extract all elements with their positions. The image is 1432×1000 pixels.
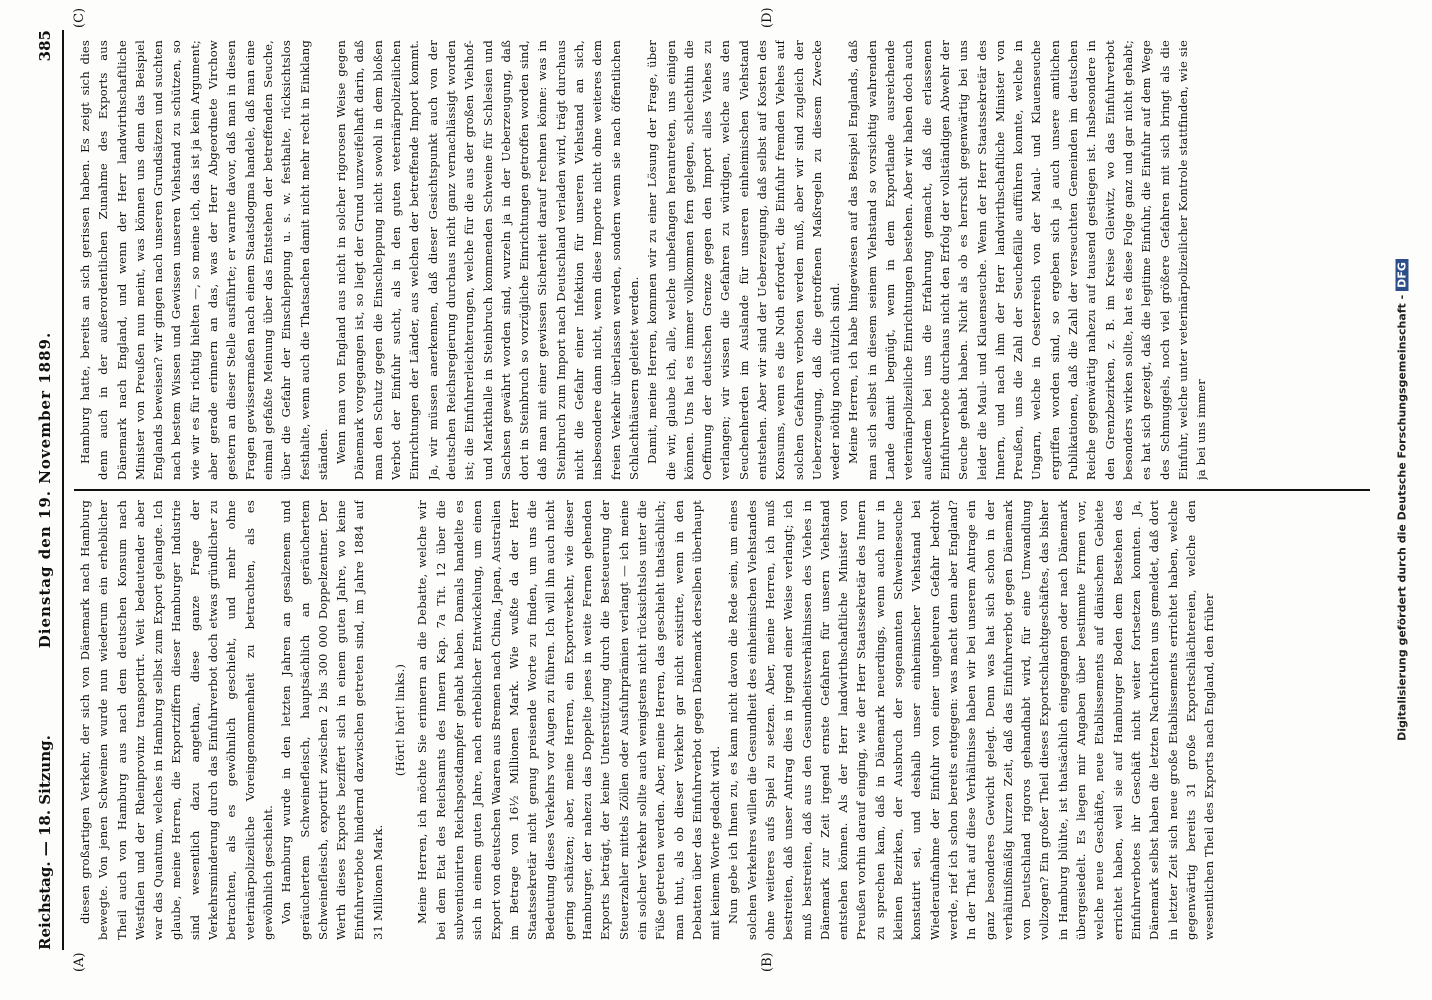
text-column-left: [76, 500, 1374, 940]
column-divider: [74, 489, 1370, 491]
dfg-logo: DFG: [1396, 259, 1409, 291]
header-date: Dienstag den 19. November 1889.: [36, 331, 54, 649]
paragraph: Meine Herren, ich habe hingewiesen auf das Beispiel Englands, daß man sich selbst in diesem seinem Viehstand so vorsichtig wahrenden Lande damit begnügt, wenn in dem Exportlande ausreichende veterinärpolizeiliche Einrichtungen bestehen. Aber wir haben doch auch außerdem bei uns die Erfahrung gemacht, daß die erlassenen Einfuhrverbote durchaus nicht den Erfolg der vollständigen Abwehr der Seuche gehabt haben. Nicht als ob es herrscht gegenwärtig bei uns leider die Maul- und Klauenseuche. Wenn der Herr Staatssekretär des Innern, und nach ihm der Herr landwirthschaftliche Minister von Preußen, uns die Zahl der Seuchefälle aufführen konnte, welche in Ungarn, welche in Oesterreich von der Maul- und Klauenseuche ergriffen worden sind, so ergeben sich ja auch unsere amtlichen Publikationen, daß die Zahl der verseuchten Gemeinden im deutschen Reiche gegenwärtig nahezu auf tausend gestiegen ist. Insbesondere in den Grenzbezirken, z. B. im Kreise Gleiwitz, wo das Einfuhrverbot besonders wirken sollte, hat es diese Folge ganz und gar nicht gehabt; es hat sich gezeigt, daß die legitime Einfuhr, die Einfuhr auf dem Wege des Schmuggels, noch viel größere Gefahren mit sich bringt als die Einfuhr, welche unter veterinärpolizeilicher Kontrole stattfinden, wie sie ja bei uns immer: [846, 40, 1209, 480]
paragraph: Wenn man von England aus nicht in solcher rigorosen Weise gegen Dänemark vorgegangen ist, so liegt der Grund unzweifelhaft darin, daß man den Schutz gegen die Einschleppung nicht sowohl in dem bloßen Verbot der Einfuhr sucht, als in den guten veterinärpolizeilichen Einrichtungen der Länder, aus welchen der betreffende Import kommt. Ja, wir müssen anerkennen, daß dieser Gesichtspunkt auch von der deutschen Reichsregierung durchaus nicht ganz vernachlässigt worden ist; die Einfuhrerleichterungen, welche für die aus der großen Viehhof- und Markthalle in Steinbruch kommenden Schweine für Schlesien und Sachsen gewährt worden sind, wurzeln ja in der Ueberzeugung, daß dort in Steinbruch so vorzügliche Einrichtungen getroffen worden sind, daß man mit einer gewissen Sicherheit darauf rechnen könne: was in Steinbruch zum Import nach Deutschland verladen wird, trägt durchaus nicht die Gefahr einer Infektion für unseren Viehstand an sich, insbesondere dann nicht, wenn diese Importe nicht ohne weiteres dem freien Verkehr überlassen werden, sondern wenn sie nach öffentlichen Schlachthäusern geleitet werden.: [334, 40, 641, 480]
interjection: (Hört! hört! links.): [393, 663, 408, 777]
paragraph: Meine Herren, ich möchte Sie erinnern an die Debatte, welche wir bei dem Etat des Reichsamts des Innern Kap. 7a Tit. 12 über die subventionirten Reichspostdampfer gehabt haben. Damals handelte es sich in einem guten Jahre, nach erheblicher Entwickelung, um einen Export von deutschen Waaren aus Bremen nach China, Japan, Australien im Betrage von 16½ Millionen Mark. Wie wußte da der Herr Staatssekretär nicht genug preisende Worte zu finden, um uns die Bedeutung dieses Verkehrs vor Augen zu führen. Ich will ihn auch nicht gering schätzen; aber, meine Herren, ein Exportverkehr, wie dieser Hamburger, der nahezu das Doppelte jenes in weite Fernen gehenden Exports beträgt, der keine Unterstützung durch die Besteuerung der Steuerzahler mittels Zöllen oder Ausfuhrprämien verlangt — ich meine ein solcher Verkehr sollte auch wenigstens nicht rücksichtslos unter die Füße getreten werden. Aber, meine Herren, das geschieht thatsächlich; man thut, als ob dieser Verkehr gar nicht existirte, wenn in den Debatten über das Einfuhrverbot gegen Dänemark derselben überhaupt mit keinem Worte gedacht wird.: [415, 500, 723, 940]
margin-marker-c: (C): [72, 7, 87, 28]
paragraph: Damit, meine Herren, kommen wir zu einer Lösung der Frage, über die wir, glaube ich, alle, welche unbefangen herantreten, uns einigen können. Uns hat es immer vollkommen fern gelegen, schlechthin die Oeffnung der deutschen Grenze gegen den Import alles Viehes zu verlangen; wir wissen die Gefahren zu würdigen, welche aus den Seuchenherden im Auslande für unseren einheimischen Viehstand entstehen. Aber wir sind der Ueberzeugung, daß selbst auf Kosten des Konsums, wenn es die Noth erfordert, die Einfuhr fremden Viehes auf solchen Gefahren verboten werden muß, aber wir sind zugleich der Ueberzeugung, daß die getroffenen Maßregeln zu diesem Zwecke weder nöthig noch nützlich sind.: [645, 40, 843, 480]
paragraph: diesen großartigen Verkehr, der sich von Dänemark nach Hamburg bewegte. Von jenen Schweinen wurde nun wiederum ein erheblicher Theil auch von Hamburg aus nach dem deutschen Konsum nach Westfalen und der Rheinprovinz transportirt. Weit bedeutender aber war das Quantum, welches in Hamburg selbst zum Export gelangte. Ich glaube, meine Herren, die Exportziffern dieser Hamburger Industrie sind wesentlich dazu angethan, diese ganze Frage der Verkehrsminderung durch das Einfuhrverbot doch etwas gründlicher zu betrachten, als es gewöhnlich geschieht, und mehr ohne veterinärpolizeiliche Voreingenommenheit zu betrachten, als es gewöhnlich geschieht.: [78, 500, 275, 940]
margin-marker-a: (A): [72, 952, 87, 972]
header-rule: [62, 30, 64, 950]
running-header: [36, 30, 58, 950]
header-session: Reichstag. — 18. Sitzung.: [36, 735, 54, 950]
margin-marker-b: (B): [760, 952, 775, 972]
text-column-right: [76, 40, 1374, 480]
rotated-document-page: [10, 0, 1410, 980]
page-number: 385: [36, 30, 54, 62]
paragraph: Nun gebe ich Ihnen zu, es kann nicht davon die Rede sein, um eines solchen Verkehres willen die Gesundheit des einheimischen Viehstandes ohne weiteres aufs Spiel zu setzen. Aber, meine Herren, ich muß bestreiten, daß unser Antrag dies in irgend einer Weise verlangt; ich muß bestreiten, daß aus den Gesundheitsverhältnissen des Viehes in Dänemark zur Zeit irgend ernste Gefahren für unsern Viehstand entstehen können. Als der Herr landwirthschaftliche Minister von Preußen vorhin darauf einging, wie der Herr Staatssekretär des Innern zu sprechen kam, daß in Dänemark neuerdings, wenn auch nur in kleinen Bezirken, der Ausbruch der sogenannten Schweineseuche konstatirt sei, und deshalb unser einheimischer Viehstand bei Wiederaufnahme der Einfuhr von einer ungeheuren Gefahr bedroht werde, rief ich schon bereits entgegen: was macht denn aber England? In der That auf diese Verhältnisse haben wir bei unserem Antrage ein ganz besonderes Gewicht gelegt. Denn was hat sich schon in der verhältnißmäßig kurzen Zeit, daß das Einfuhrverbot gegen Dänemark von Deutschland rigoros gehandhabt wird, für eine Umwandlung vollzogen? Ein großer Theil dieses Exportschlachtgeschäftes, das bisher in Hamburg blühte, ist thatsächlich eingegangen oder nach Dänemark übergesiedelt. Es liegen mir Angaben über bestimmte Firmen vor, welche neue Geschäfte, neue Etablissements auf dänischem Gebiete errichtet haben, weil sie auf Hamburger Boden dem Bestehen des Einfuhrverbotes ihr Geschäft nicht weiter fortsetzen konnten. Ja, Dänemark selbst haben die letzten Nachrichten uns gemeldet, daß dort in letzter Zeit sich neue große Etablissements errichtet haben, welche gegenwärtig bereits 31 große Exportschlächtereien, welche den wesentlichen Theil des Exports nach England, den früher: [726, 500, 1217, 940]
notice-text: Digitalisierung gefördert durch die Deutsche Forschungsgemeinschaft -: [1395, 294, 1409, 741]
margin-marker-d: (D): [760, 7, 775, 28]
paragraph: Hamburg hatte, bereits an sich gerissen haben. Es zeigt sich dies denn auch in der außerordentlichen Zunahme des Exports aus Dänemark nach England, und wenn der Herr landwirthschaftliche Minister von Preußen nun meint, was können uns denn das Beispiel Englands beweisen? wir gingen nach unseren Grundsätzen und suchten nach bestem Wissen und Gewissen unseren Viehstand zu schützen, so wie wir es für richtig hielten —, so meine ich, das ist ja kein Argument; aber gerade erinnern an das, was der Herr Abgeordnete Virchow gestern an dieser Stelle ausführte; er warnte davor, daß man in diesen Fragen gewissermaßen nach einem Staatsdogma handele, daß man eine einmal gefaßte Meinung über das Entstehen der betreffenden Seuche, über die Gefahr der Einschleppung u. s. w. festhalte, rücksichtslos festhalte, wenn auch die Thatsachen damit nicht mehr recht in Einklang ständen.: [78, 40, 330, 480]
digitization-notice: [1396, 0, 1409, 1000]
paragraph: Von Hamburg wurde in den letzten Jahren an gesalzenem und geräuchertem Schweinefleisch, hauptsächlich an geräuchertem Schweinefleisch, exportirt zwischen 2 bis 300 000 Doppelzentner. Der Werth dieses Exports beziffert sich in einem guten Jahre, wo keine Einfuhrverbote hindernd dazwischen getreten sind, im Jahre 1884 auf 31 Millionen Mark.: [279, 500, 385, 940]
